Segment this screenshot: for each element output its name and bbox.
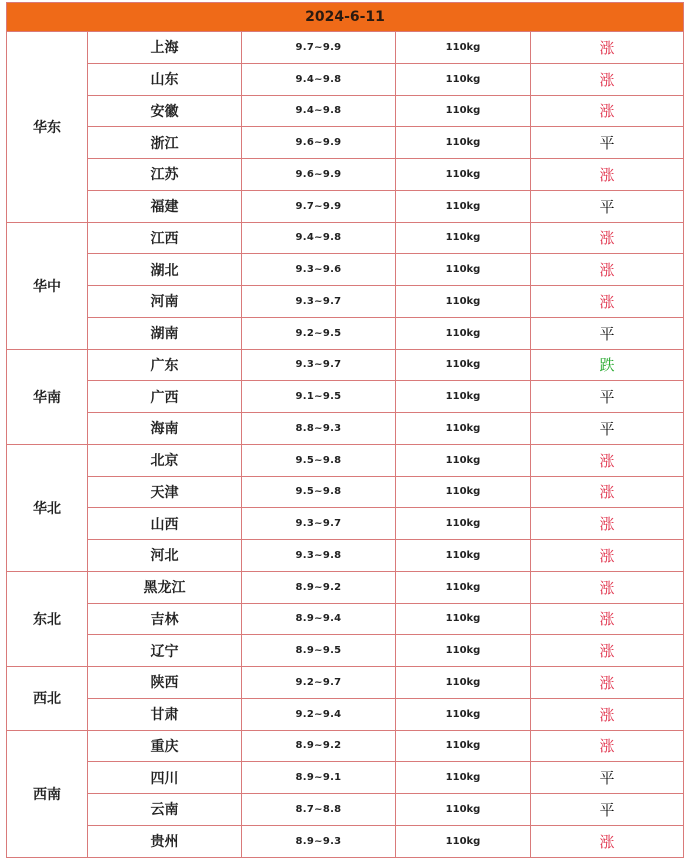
price-range-cell: 9.3~9.6 — [242, 254, 396, 286]
table-row — [7, 794, 684, 826]
province-cell: 重庆 — [88, 730, 242, 762]
table-row — [7, 603, 684, 635]
region-cell: 西北 — [7, 667, 88, 731]
province-cell: 陕西 — [88, 667, 242, 699]
province-cell: 河北 — [88, 540, 242, 572]
trend-cell: 涨 — [531, 444, 684, 476]
province-cell: 福建 — [88, 190, 242, 222]
weight-cell: 110kg — [396, 444, 531, 476]
trend-cell: 平 — [531, 127, 684, 159]
price-range-cell: 9.6~9.9 — [242, 127, 396, 159]
province-cell: 天津 — [88, 476, 242, 508]
province-cell: 湖南 — [88, 317, 242, 349]
weight-cell: 110kg — [396, 159, 531, 191]
table-row — [7, 508, 684, 540]
weight-cell: 110kg — [396, 286, 531, 318]
price-range-cell: 9.4~9.8 — [242, 63, 396, 95]
price-range-cell: 8.8~9.3 — [242, 413, 396, 445]
province-cell: 山西 — [88, 508, 242, 540]
province-cell: 江苏 — [88, 159, 242, 191]
trend-cell: 平 — [531, 762, 684, 794]
weight-cell: 110kg — [396, 571, 531, 603]
weight-cell: 110kg — [396, 667, 531, 699]
province-cell: 河南 — [88, 286, 242, 318]
province-cell: 湖北 — [88, 254, 242, 286]
trend-cell: 涨 — [531, 32, 684, 64]
table-row — [7, 762, 684, 794]
province-cell: 黑龙江 — [88, 571, 242, 603]
price-range-cell: 9.3~9.8 — [242, 540, 396, 572]
weight-cell: 110kg — [396, 349, 531, 381]
table-row — [7, 222, 684, 254]
province-cell: 广西 — [88, 381, 242, 413]
price-range-cell: 9.2~9.7 — [242, 667, 396, 699]
province-cell: 浙江 — [88, 127, 242, 159]
weight-cell: 110kg — [396, 635, 531, 667]
price-range-cell: 8.9~9.2 — [242, 730, 396, 762]
price-range-cell: 9.6~9.9 — [242, 159, 396, 191]
province-cell: 甘肃 — [88, 698, 242, 730]
trend-cell: 涨 — [531, 825, 684, 857]
table-row — [7, 825, 684, 857]
province-cell: 江西 — [88, 222, 242, 254]
weight-cell: 110kg — [396, 63, 531, 95]
table-row — [7, 254, 684, 286]
weight-cell: 110kg — [396, 32, 531, 64]
trend-cell: 涨 — [531, 603, 684, 635]
weight-cell: 110kg — [396, 698, 531, 730]
trend-cell: 涨 — [531, 63, 684, 95]
trend-cell: 平 — [531, 794, 684, 826]
table-row — [7, 95, 684, 127]
table-row — [7, 540, 684, 572]
table-row — [7, 286, 684, 318]
trend-cell: 平 — [531, 381, 684, 413]
province-cell: 云南 — [88, 794, 242, 826]
weight-cell: 110kg — [396, 476, 531, 508]
trend-cell: 涨 — [531, 667, 684, 699]
trend-cell: 涨 — [531, 698, 684, 730]
province-cell: 四川 — [88, 762, 242, 794]
trend-cell: 平 — [531, 190, 684, 222]
table-row — [7, 63, 684, 95]
region-cell: 东北 — [7, 571, 88, 666]
price-range-cell: 8.9~9.2 — [242, 571, 396, 603]
table-row — [7, 317, 684, 349]
province-cell: 上海 — [88, 32, 242, 64]
trend-cell: 涨 — [531, 540, 684, 572]
table-row — [7, 159, 684, 191]
table-row — [7, 476, 684, 508]
province-cell: 辽宁 — [88, 635, 242, 667]
price-range-cell: 9.1~9.5 — [242, 381, 396, 413]
price-range-cell: 9.2~9.5 — [242, 317, 396, 349]
weight-cell: 110kg — [396, 222, 531, 254]
table-row — [7, 349, 684, 381]
price-range-cell: 9.7~9.9 — [242, 190, 396, 222]
province-cell: 贵州 — [88, 825, 242, 857]
date-header: 2024-6-11 — [7, 3, 684, 32]
table-row — [7, 127, 684, 159]
weight-cell: 110kg — [396, 540, 531, 572]
table-row — [7, 698, 684, 730]
table-body — [7, 32, 684, 858]
price-range-cell: 9.3~9.7 — [242, 508, 396, 540]
price-range-cell: 8.9~9.3 — [242, 825, 396, 857]
weight-cell: 110kg — [396, 127, 531, 159]
region-cell: 华中 — [7, 222, 88, 349]
region-cell: 华东 — [7, 32, 88, 223]
trend-cell: 涨 — [531, 571, 684, 603]
province-cell: 安徽 — [88, 95, 242, 127]
weight-cell: 110kg — [396, 381, 531, 413]
trend-cell: 涨 — [531, 476, 684, 508]
price-range-cell: 8.9~9.1 — [242, 762, 396, 794]
price-range-cell: 9.5~9.8 — [242, 476, 396, 508]
table-row — [7, 571, 684, 603]
table-row — [7, 444, 684, 476]
price-range-cell: 9.5~9.8 — [242, 444, 396, 476]
table-row — [7, 413, 684, 445]
weight-cell: 110kg — [396, 254, 531, 286]
table-row — [7, 730, 684, 762]
weight-cell: 110kg — [396, 730, 531, 762]
table-row — [7, 190, 684, 222]
table-row — [7, 381, 684, 413]
region-cell: 华北 — [7, 444, 88, 571]
price-range-cell: 9.2~9.4 — [242, 698, 396, 730]
price-range-cell: 8.9~9.4 — [242, 603, 396, 635]
province-cell: 海南 — [88, 413, 242, 445]
price-range-cell: 8.7~8.8 — [242, 794, 396, 826]
trend-cell: 平 — [531, 317, 684, 349]
price-range-cell: 9.3~9.7 — [242, 349, 396, 381]
trend-cell: 涨 — [531, 159, 684, 191]
price-range-cell: 9.4~9.8 — [242, 222, 396, 254]
weight-cell: 110kg — [396, 95, 531, 127]
weight-cell: 110kg — [396, 413, 531, 445]
trend-cell: 跌 — [531, 349, 684, 381]
province-cell: 山东 — [88, 63, 242, 95]
region-cell: 华南 — [7, 349, 88, 444]
trend-cell: 涨 — [531, 508, 684, 540]
trend-cell: 涨 — [531, 635, 684, 667]
price-range-cell: 9.7~9.9 — [242, 32, 396, 64]
trend-cell: 涨 — [531, 286, 684, 318]
province-cell: 北京 — [88, 444, 242, 476]
province-cell: 广东 — [88, 349, 242, 381]
price-range-cell: 9.4~9.8 — [242, 95, 396, 127]
trend-cell: 平 — [531, 413, 684, 445]
trend-cell: 涨 — [531, 95, 684, 127]
table-row — [7, 32, 684, 64]
region-cell: 西南 — [7, 730, 88, 857]
weight-cell: 110kg — [396, 794, 531, 826]
price-range-cell: 8.9~9.5 — [242, 635, 396, 667]
weight-cell: 110kg — [396, 317, 531, 349]
weight-cell: 110kg — [396, 603, 531, 635]
table-row — [7, 635, 684, 667]
table-row — [7, 667, 684, 699]
price-range-cell: 9.3~9.7 — [242, 286, 396, 318]
trend-cell: 涨 — [531, 254, 684, 286]
weight-cell: 110kg — [396, 508, 531, 540]
weight-cell: 110kg — [396, 762, 531, 794]
hog-price-table — [6, 2, 684, 858]
weight-cell: 110kg — [396, 190, 531, 222]
weight-cell: 110kg — [396, 825, 531, 857]
trend-cell: 涨 — [531, 222, 684, 254]
province-cell: 吉林 — [88, 603, 242, 635]
trend-cell: 涨 — [531, 730, 684, 762]
